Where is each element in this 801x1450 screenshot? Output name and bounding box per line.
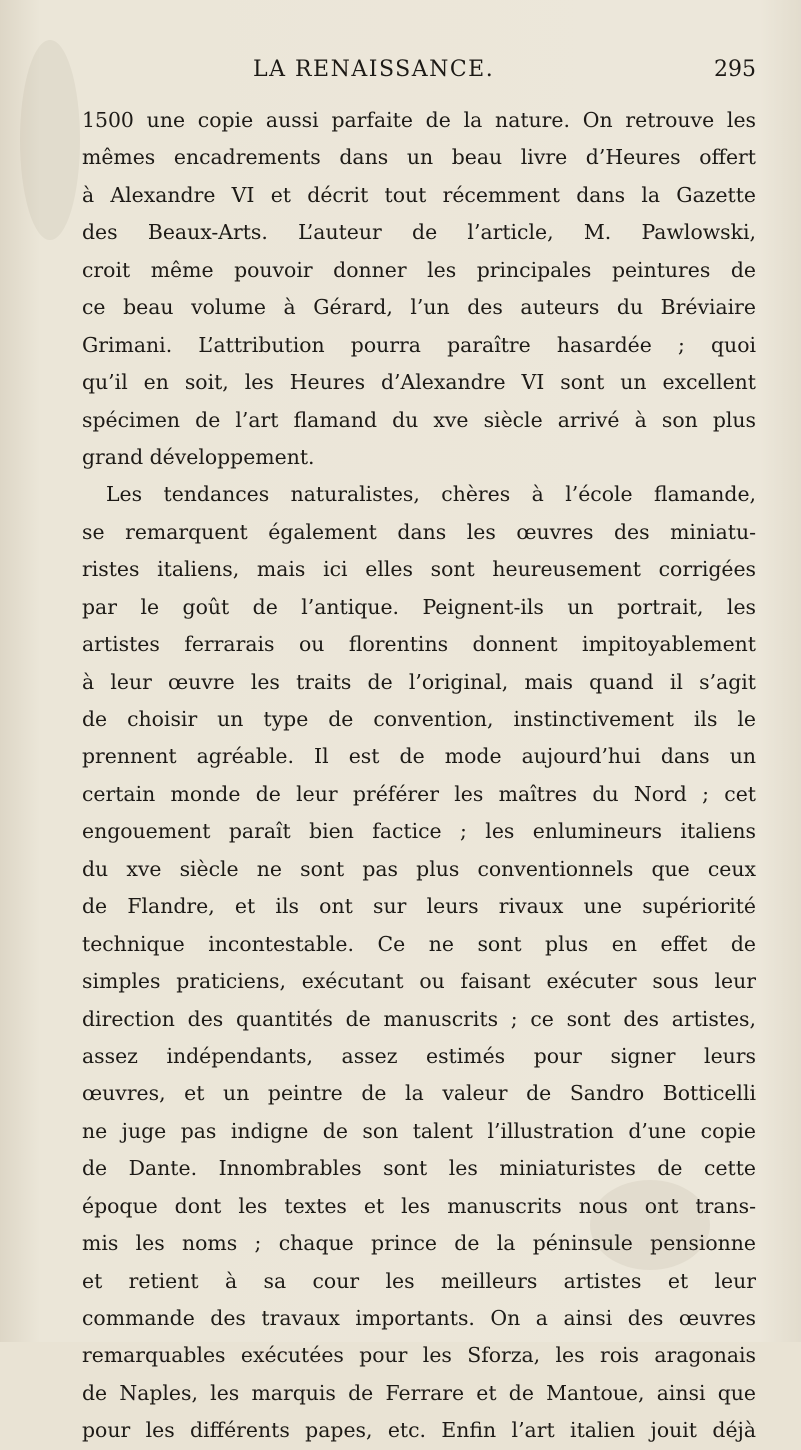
text-line: commande des travaux importants. On a ainsi des œuvres: [82, 1306, 756, 1330]
text-line: et retient à sa cour les meilleurs artistes et leur: [82, 1268, 756, 1293]
text-line: 1500 une copie aussi parfaite de la nature. On retrouve les: [82, 108, 756, 132]
text-line: ne juge pas indigne de son talent l’illustration d’une copie: [82, 1118, 756, 1143]
text-line: technique incontestable. Ce ne sont plus en effet de: [82, 931, 756, 956]
text-line: de Dante. Innombrables sont les miniaturistes de cette: [82, 1156, 756, 1181]
text-line: à leur œuvre les traits de l’original, mais quand il s’agit: [82, 669, 756, 694]
running-title: LA RENAISSANCE.: [253, 57, 495, 82]
text-line: de Naples, les marquis de Ferrare et de Mantoue, ainsi que: [82, 1380, 756, 1405]
text-line: engouement paraît bien factice ; les enlumineurs italiens: [82, 819, 756, 844]
text-line: se remarquent également dans les œuvres des miniatu-: [82, 519, 756, 544]
text-line: époque dont les textes et les manuscrits nous ont trans-: [82, 1193, 756, 1218]
text-line: croit même pouvoir donner les principales peintures de: [82, 257, 756, 282]
paragraph-end-line: grand développement.: [82, 444, 315, 469]
text-line: ce beau volume à Gérard, l’un des auteurs du Bréviaire: [82, 295, 756, 320]
paragraph-start-line: Les tendances naturalistes, chères à l’école flamande,: [106, 482, 756, 507]
body-text: [82, 102, 756, 1450]
page-number: 295: [714, 57, 756, 82]
text-line: Grimani. L’attribution pourra paraître hasardée ; quoi: [82, 332, 756, 357]
text-line: qu’il en soit, les Heures d’Alexandre VI sont un excellent: [82, 370, 756, 395]
text-line: par le goût de l’antique. Peignent-ils un portrait, les: [82, 594, 756, 619]
text-line: de choisir un type de convention, instinctivement ils le: [82, 707, 756, 731]
text-line: à Alexandre VI et décrit tout récemment dans la Gazette: [82, 182, 756, 207]
text-line: prennent agréable. Il est de mode aujourd’hui dans un: [82, 744, 756, 769]
text-line: des Beaux-Arts. L’auteur de l’article, M. Pawlowski,: [82, 220, 756, 245]
text-line: mêmes encadrements dans un beau livre d’Heures offert: [82, 145, 756, 170]
text-line: du xve siècle ne sont pas plus conventionnels que ceux: [82, 856, 756, 881]
text-line: ristes italiens, mais ici elles sont heureusement corrigées: [82, 557, 756, 582]
text-line: direction des quantités de manuscrits ; ce sont des artistes,: [82, 1006, 756, 1031]
text-line: simples praticiens, exécutant ou faisant exécuter sous leur: [82, 969, 756, 994]
text-line: pour les différents papes, etc. Enfin l’art italien jouit déjà: [82, 1418, 756, 1443]
text-line: assez indépendants, assez estimés pour signer leurs: [82, 1043, 756, 1068]
text-line: œuvres, et un peintre de la valeur de Sandro Botticelli: [82, 1081, 756, 1106]
text-line: remarquables exécutées pour les Sforza, les rois aragonais: [82, 1343, 756, 1368]
text-line: artistes ferrarais ou florentins donnent impitoyablement: [82, 632, 756, 657]
text-line: spécimen de l’art flamand du xve siècle arrivé à son plus: [82, 407, 756, 432]
text-line: certain monde de leur préférer les maîtres du Nord ; cet: [82, 781, 756, 806]
text-line: mis les noms ; chaque prince de la péninsule pensionne: [82, 1231, 756, 1256]
running-header: [120, 57, 756, 87]
text-line: de Flandre, et ils ont sur leurs rivaux une supériorité: [82, 894, 756, 919]
paper-stain: [20, 40, 80, 240]
